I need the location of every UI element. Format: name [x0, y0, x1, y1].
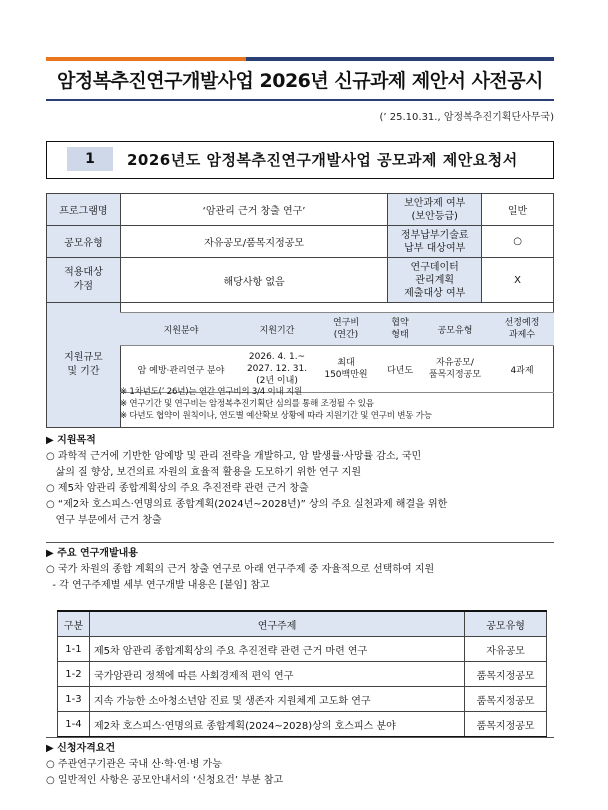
purpose-item: ○ “제2차 호스피스·연명의료 종합계획(2024년~2028년)” 상의 주요 실천과제 해결을 위한 — [46, 499, 448, 510]
note-item: ※ 연구기간 및 연구비는 암정복추진기획단 심의를 통해 조정될 수 있음 — [120, 399, 374, 409]
purpose-item: 삶의 질 향상, 보건의료 자원의 효율적 활용을 도모하기 위한 연구 지원 — [46, 467, 361, 478]
document-date: (’ 25.10.31., 암정복추진기획단사무국) — [379, 112, 554, 123]
section-divider — [46, 542, 554, 543]
bonus-label: 적용대상 가점 — [47, 258, 121, 303]
scale-period: 2026. 4. 1.~ 2027. 12. 31. (2년 이내) — [242, 346, 312, 393]
data-plan-value: X — [482, 258, 554, 303]
scale-header-budget: 연구비 (연간) — [312, 313, 380, 346]
eligibility-item: ○ 주관연구기관은 국내 산·학·연·병 가능 — [46, 759, 222, 770]
scale-label: 지원규모 및 기간 — [47, 303, 121, 428]
scale-header-period: 지원기간 — [242, 313, 312, 346]
topic-no: 1-3 — [58, 687, 90, 712]
table-row — [58, 662, 547, 687]
document-title: 암정복추진연구개발사업 2026년 신규과제 제안서 사전공시 — [57, 70, 543, 92]
topic-text: 제2차 호스피스·연명의료 종합계획(2024~2028)상의 호스피스 분야 — [89, 712, 464, 738]
topic-no: 1-1 — [58, 637, 90, 662]
bonus-value: 해당사항 없음 — [120, 258, 387, 303]
topic-type: 품목지정공모 — [465, 662, 547, 687]
note-item: ※ 1차년도(’ 26년)는 연간 연구비의 3/4 이내 지원 — [120, 387, 303, 397]
scale-notes — [120, 386, 432, 422]
topics-table — [57, 610, 547, 738]
data-plan-label: 연구데이터 관리계획 제출대상 여부 — [388, 258, 482, 303]
topics-header-no: 구분 — [58, 611, 90, 637]
note-item: ※ 다년도 협약이 원칙이나, 연도별 예산확보 상황에 따라 지원기간 및 연구비 변동 가능 — [120, 411, 432, 421]
content-line: ○ 국가 차원의 종합 계획의 근거 창출 연구로 아래 연구주제 중 자율적으로 선택하여 지원 — [46, 564, 435, 575]
scale-header-field: 지원분야 — [120, 313, 242, 346]
scale-header-type: 공모유형 — [420, 313, 490, 346]
section-number: 1 — [67, 147, 113, 171]
eligibility-item: ○ 일반적인 사항은 공모안내서의 ‘신청요건’ 부분 참고 — [46, 775, 284, 786]
topics-header-topic: 연구주제 — [89, 611, 464, 637]
title-top-rule — [46, 57, 554, 61]
section-divider — [46, 737, 554, 738]
content-line: - 각 연구주제별 세부 연구개발 내용은 [붙임] 참고 — [46, 580, 270, 591]
content-heading: ▶ 주요 연구개발내용 — [46, 548, 138, 559]
table-row — [58, 712, 547, 738]
topic-type: 품목지정공모 — [465, 687, 547, 712]
scale-budget: 최대 150백만원 — [312, 346, 380, 393]
purpose-item: ○ 제5차 암관리 종합계획상의 주요 추진전략 관련 근거 창출 — [46, 483, 309, 494]
scale-type: 자유공모/ 품목지정공모 — [420, 346, 490, 393]
table-row — [58, 687, 547, 712]
content-section — [46, 546, 554, 594]
topic-text: 지속 가능한 소아청소년암 진료 및 생존자 지원체계 고도화 연구 — [89, 687, 464, 712]
scale-header-count: 선정예정 과제수 — [490, 313, 554, 346]
tech-fee-value: ○ — [482, 226, 554, 258]
topic-type: 품목지정공모 — [465, 712, 547, 738]
topics-header-type: 공모유형 — [465, 611, 547, 637]
scale-header-agreement: 협약 형태 — [380, 313, 420, 346]
title-bottom-rule — [46, 99, 554, 101]
topic-type: 자유공모 — [465, 637, 547, 662]
scale-count: 4과제 — [490, 346, 554, 393]
type-value: 자유공모/품목지정공모 — [120, 226, 387, 258]
purpose-item: 연구 부문에서 근거 창출 — [46, 515, 162, 526]
program-value: ‘암관리 근거 창출 연구’ — [120, 194, 387, 226]
scale-field: 암 예방·관리연구 분야 — [120, 346, 242, 393]
eligibility-section — [46, 741, 554, 789]
table-row — [58, 637, 547, 662]
purpose-heading: ▶ 지원목적 — [46, 435, 96, 446]
section-title: 2026년도 암정복추진연구개발사업 공모과제 제안요청서 — [127, 151, 518, 169]
security-value: 일반 — [482, 194, 554, 226]
section-header — [46, 141, 554, 179]
scale-table — [120, 312, 554, 393]
type-label: 공모유형 — [47, 226, 121, 258]
topic-no: 1-4 — [58, 712, 90, 738]
tech-fee-label: 정부납부기술료 납부 대상여부 — [388, 226, 482, 258]
purpose-section — [46, 433, 554, 529]
topic-no: 1-2 — [58, 662, 90, 687]
scale-agreement: 다년도 — [380, 346, 420, 393]
purpose-item: ○ 과학적 근거에 기반한 암예방 및 관리 전략을 개발하고, 암 발생률·사망률 감소, 국민 — [46, 451, 422, 462]
eligibility-heading: ▶ 신청자격요건 — [46, 743, 116, 754]
topic-text: 국가암관리 정책에 따른 사회경제적 편익 연구 — [89, 662, 464, 687]
topic-text: 제5차 암관리 종합계획상의 주요 추진전략 관련 근거 마련 연구 — [89, 637, 464, 662]
program-label: 프로그램명 — [47, 194, 121, 226]
security-label: 보안과제 여부 (보안등급) — [388, 194, 482, 226]
